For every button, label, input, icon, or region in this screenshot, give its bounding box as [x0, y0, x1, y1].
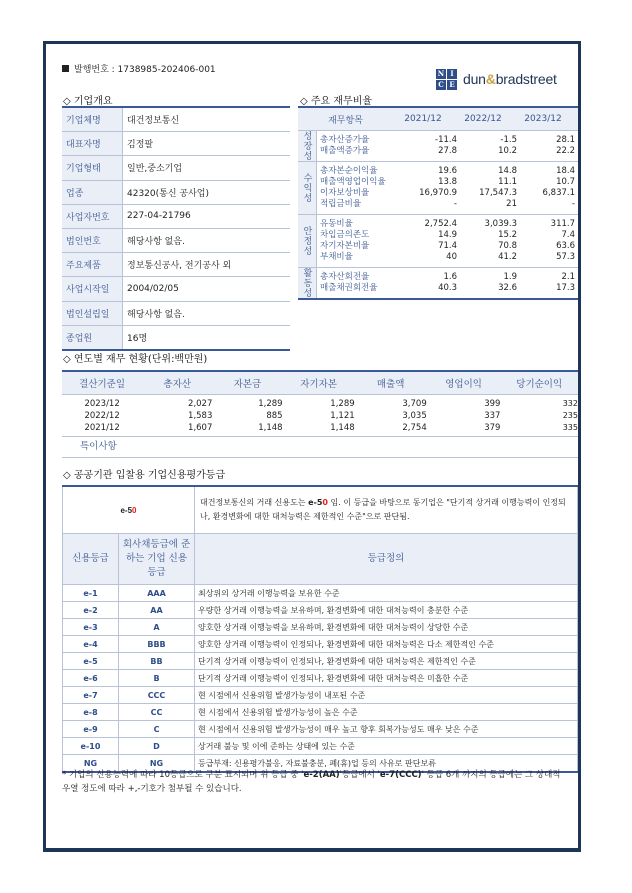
ratio-value: 14.9 — [438, 230, 457, 240]
company-field-value: 대건정보통신 — [123, 107, 291, 132]
ratio-value: 19.6 — [438, 166, 457, 176]
annual-value: 1,148 — [258, 423, 283, 433]
grade-row — [63, 585, 578, 602]
ratio-value: 2.1 — [561, 272, 575, 282]
annual-col-header: 매출액 — [355, 371, 427, 395]
ratio-name: 적립금비율 — [320, 199, 362, 209]
grade-code: e-8 — [63, 704, 119, 721]
current-grade: e-50 — [63, 486, 195, 534]
grade-row — [63, 670, 578, 687]
ratio-value: 32.6 — [498, 283, 517, 293]
ratio-value: -11.4 — [435, 135, 457, 145]
annual-value: 885 — [266, 411, 283, 421]
ratio-value: 13.8 — [438, 177, 457, 187]
ratio-value: 40 — [446, 252, 457, 262]
bond-grade: B — [119, 670, 195, 687]
ratio-row — [317, 199, 578, 210]
annual-value: 1,121 — [330, 411, 355, 421]
company-row — [62, 156, 290, 180]
footnote: * 기업의 신용능력에 따라 10등급으로 구분 표시되며 위 등급 중 'e-2(AA)'등급에서 'e-7(CCC)' 등급 6개 까지의 등급에는 그 상대적 우열 정도에 따라 +,-기호가 첨부될 수 있습니다. — [62, 770, 561, 794]
grade-definition: 등급부재: 신용평가불응, 자료불충분, 폐(휴)업 등의 사유로 판단보류 — [195, 755, 578, 773]
grade-code: e-7 — [63, 687, 119, 704]
annual-value: 1,583 — [188, 411, 213, 421]
ratio-row — [317, 135, 578, 146]
ratio-name: 이자보상비율 — [320, 188, 370, 198]
bond-grade: D — [119, 738, 195, 755]
ratio-row — [317, 188, 578, 199]
annual-value: 335 — [562, 423, 578, 432]
grade-code: e-3 — [63, 619, 119, 636]
grade-definition: 양호한 상거래 이행능력을 보유하며, 환경변화에 대한 대처능력이 상당한 수준 — [195, 619, 578, 636]
annual-financials-table — [62, 370, 578, 458]
ratio-value: 11.1 — [498, 177, 517, 187]
ratio-value: 17.3 — [556, 283, 575, 293]
bond-grade: CC — [119, 704, 195, 721]
ratio-value: 70.8 — [498, 241, 517, 251]
company-section-title: ◇ 기업개요 — [63, 96, 113, 107]
grade-row — [63, 738, 578, 755]
company-field-label: 기업체명 — [62, 107, 123, 132]
ratio-value: - — [453, 199, 457, 209]
ratio-value: 63.6 — [556, 241, 575, 251]
definition-col-header: 등급정의 — [195, 534, 578, 585]
ratio-value: 21 — [506, 199, 517, 209]
annual-value: 332 — [562, 399, 578, 408]
ratio-value: 27.8 — [438, 146, 457, 156]
ratio-row — [317, 241, 578, 252]
company-field-value: 16명 — [123, 325, 291, 350]
ratio-value: 17,547.3 — [479, 188, 517, 198]
bond-grade-col-header: 회사채등급에 준하는 기업 신용등급 — [119, 534, 195, 585]
ratio-row — [317, 219, 578, 230]
company-field-value: 김정팔 — [123, 132, 291, 156]
company-field-label: 대표자명 — [62, 132, 123, 156]
grade-row — [63, 636, 578, 653]
bond-grade: BBB — [119, 636, 195, 653]
ratio-group — [298, 268, 578, 298]
grade-code: e-1 — [63, 585, 119, 602]
annual-col-header: 결산기준일 — [62, 371, 142, 395]
ratio-value: 311.7 — [550, 219, 575, 229]
grade-row — [63, 619, 578, 636]
ratio-name: 차입금의존도 — [320, 230, 370, 240]
company-field-label: 사업시작일 — [62, 277, 123, 301]
ratio-group — [298, 162, 578, 215]
ratio-group-label: 성장성 — [298, 131, 317, 161]
bond-grade: AAA — [119, 585, 195, 602]
ratio-value: 10.2 — [498, 146, 517, 156]
ratio-group-label: 안정성 — [298, 215, 317, 267]
ratio-value: 10.7 — [556, 177, 575, 187]
company-field-label: 사업자번호 — [62, 204, 123, 228]
ratio-value: 16,970.9 — [419, 188, 457, 198]
company-overview-table — [62, 106, 290, 351]
bond-grade: NG — [119, 755, 195, 773]
ratio-row — [317, 166, 578, 177]
company-field-value: 227-04-21796 — [123, 204, 291, 228]
grade-code: e-6 — [63, 670, 119, 687]
grade-col-header: 신용등급 — [63, 534, 119, 585]
company-row — [62, 277, 290, 301]
annual-value: 399 — [484, 399, 501, 409]
grade-code: NG — [63, 755, 119, 773]
dnb-logo: N I C E dun&bradstreet — [437, 68, 557, 89]
company-row — [62, 132, 290, 156]
ratio-row — [317, 272, 578, 283]
credit-grade-table — [62, 485, 578, 773]
ratio-value: 57.3 — [556, 252, 575, 262]
company-field-value: 2004/02/05 — [123, 277, 291, 301]
ratio-name: 총자산회전율 — [320, 272, 370, 282]
ratio-name: 총자산증가율 — [320, 135, 370, 145]
grade-definition: 상거래 불능 및 이에 준하는 상태에 있는 수준 — [195, 738, 578, 755]
financial-ratios-table — [298, 106, 578, 300]
company-row — [62, 325, 290, 350]
ratio-group — [298, 215, 578, 268]
grade-definition: 현 시점에서 신용위험 발생가능성이 높은 수준 — [195, 704, 578, 721]
company-row — [62, 180, 290, 204]
company-field-value: 정보통신공사, 전기공사 외 — [123, 253, 291, 277]
ratio-name: 매출액영업이익율 — [320, 177, 386, 187]
annual-date: 2023/12 — [84, 399, 120, 409]
ratio-value: 1.9 — [503, 272, 517, 282]
grade-definition: 양호한 상거래 이행능력이 인정되나, 환경변화에 대한 대처능력은 다소 제한적인 수준 — [195, 636, 578, 653]
ratio-value: 22.2 — [556, 146, 575, 156]
grade-code: e-2 — [63, 602, 119, 619]
ratio-name: 매출액증가율 — [320, 146, 370, 156]
grade-definition: 현 시점에서 신용위험 발생가능성이 내포된 수준 — [195, 687, 578, 704]
annual-value: 2,027 — [188, 399, 213, 409]
ratio-value: 14.8 — [498, 166, 517, 176]
annual-value: 1,289 — [258, 399, 283, 409]
annual-value: 235 — [562, 411, 578, 420]
grade-row — [63, 602, 578, 619]
bond-grade: CCC — [119, 687, 195, 704]
ratio-value: 6,837.1 — [542, 188, 575, 198]
company-field-label: 기업형태 — [62, 156, 123, 180]
bond-grade: BB — [119, 653, 195, 670]
annual-col-header: 자기자본 — [283, 371, 355, 395]
grade-definition: 현 시점에서 신용위험 발생가능성이 매우 높고 향후 회복가능성도 매우 낮은 수준 — [195, 721, 578, 738]
ratio-value: 40.3 — [438, 283, 457, 293]
nice-logo-icon: N I C E — [436, 69, 457, 90]
company-row — [62, 107, 290, 132]
company-field-label: 법인설립일 — [62, 301, 123, 325]
ratio-value: 7.4 — [561, 230, 575, 240]
company-row — [62, 228, 290, 252]
bond-grade: AA — [119, 602, 195, 619]
ratios-header: 재무항목 2021/12 2022/12 2023/12 — [298, 108, 578, 131]
annual-col-header: 총자산 — [142, 371, 212, 395]
annual-value: 1,607 — [188, 423, 213, 433]
annual-value: 1,289 — [330, 399, 355, 409]
company-field-label: 주요제품 — [62, 253, 123, 277]
annual-col-header: 당기순이익 — [500, 371, 578, 395]
ratio-value: 41.2 — [498, 252, 517, 262]
company-row — [62, 301, 290, 325]
ratio-name: 유동비율 — [320, 219, 353, 229]
grade-row — [63, 687, 578, 704]
company-field-value: 42320(통신 공사업) — [123, 180, 291, 204]
company-field-value: 해당사항 없음. — [123, 301, 291, 325]
annual-value: 3,709 — [402, 399, 427, 409]
annual-date: 2022/12 — [84, 411, 120, 421]
ratio-name: 부채비율 — [320, 252, 353, 262]
ratio-group-label: 수익성 — [298, 162, 317, 214]
grade-row — [63, 721, 578, 738]
grade-code: e-9 — [63, 721, 119, 738]
company-field-label: 업종 — [62, 180, 123, 204]
ratio-row — [317, 177, 578, 188]
grade-row — [63, 653, 578, 670]
grade-code: e-10 — [63, 738, 119, 755]
ratio-row — [317, 146, 578, 157]
grade-code: e-5 — [63, 653, 119, 670]
ratio-value: -1.5 — [500, 135, 517, 145]
company-row — [62, 204, 290, 228]
ratio-row — [317, 252, 578, 263]
ratio-name: 매출채권회전율 — [320, 283, 378, 293]
company-row — [62, 253, 290, 277]
annual-remark-row — [62, 437, 578, 458]
ratio-value: 71.4 — [438, 241, 457, 251]
annual-date: 2021/12 — [84, 423, 120, 433]
company-field-value: 해당사항 없음. — [123, 228, 291, 252]
bond-grade: A — [119, 619, 195, 636]
ratio-value: - — [571, 199, 575, 209]
ratio-group-label: 활동성 — [298, 268, 317, 298]
grade-row — [63, 704, 578, 721]
ratio-value: 18.4 — [556, 166, 575, 176]
company-field-value: 일반,중소기업 — [123, 156, 291, 180]
annual-col-header: 영업이익 — [427, 371, 501, 395]
annual-value: 2,754 — [402, 423, 427, 433]
company-field-label: 종업원 — [62, 325, 123, 350]
ratio-row — [317, 283, 578, 294]
annual-row — [62, 422, 578, 437]
annual-row — [62, 395, 578, 411]
ratio-value: 15.2 — [498, 230, 517, 240]
annual-value: 337 — [484, 411, 501, 421]
company-field-label: 법인번호 — [62, 228, 123, 252]
ratio-value: 1.6 — [443, 272, 457, 282]
grade-definition: 단기적 상거래 이행능력이 인정되나, 환경변화에 대한 대처능력은 미흡한 수준 — [195, 670, 578, 687]
grade-definition: 우량한 상거래 이행능력을 보유하며, 환경변화에 대한 대처능력이 충분한 수준 — [195, 602, 578, 619]
ratio-value: 2,752.4 — [424, 219, 457, 229]
ratio-row — [317, 230, 578, 241]
remark-label: 특이사항 — [62, 437, 578, 458]
grade-definition: 최상위의 상거래 이행능력을 보유한 수준 — [195, 585, 578, 602]
issue-number: 발행번호 : 1738985-202406-001 — [62, 62, 216, 75]
grade-code: e-4 — [63, 636, 119, 653]
ratio-group — [298, 131, 578, 162]
annual-section-title: ◇ 연도별 재무 현황(단위:백만원) — [63, 354, 208, 365]
bond-grade: C — [119, 721, 195, 738]
grade-description: 대건정보통신의 거래 신용도는 e-50 임. 이 등급을 바탕으로 동기업은 "단기적 상거래 이행능력이 인정되나, 환경변화에 대한 대처능력은 제한적인 수준"으로 판단됨. — [195, 486, 578, 534]
annual-row — [62, 410, 578, 422]
annual-value: 3,035 — [402, 411, 427, 421]
ratio-name: 자기자본비율 — [320, 241, 370, 251]
annual-value: 379 — [484, 423, 501, 433]
ratio-value: 28.1 — [556, 135, 575, 145]
ratios-section-title: ◇ 주요 재무비율 — [300, 96, 373, 107]
ratio-value: 3,039.3 — [484, 219, 517, 229]
ratio-name: 총자본순이익율 — [320, 166, 378, 176]
grade-definition: 단기적 상거래 이행능력이 인정되나, 환경변화에 대한 대처능력은 제한적인 수준 — [195, 653, 578, 670]
annual-col-header: 자본금 — [212, 371, 282, 395]
annual-value: 1,148 — [330, 423, 355, 433]
grade-section-title: ◇ 공공기관 입찰용 기업신용평가등급 — [63, 470, 226, 481]
